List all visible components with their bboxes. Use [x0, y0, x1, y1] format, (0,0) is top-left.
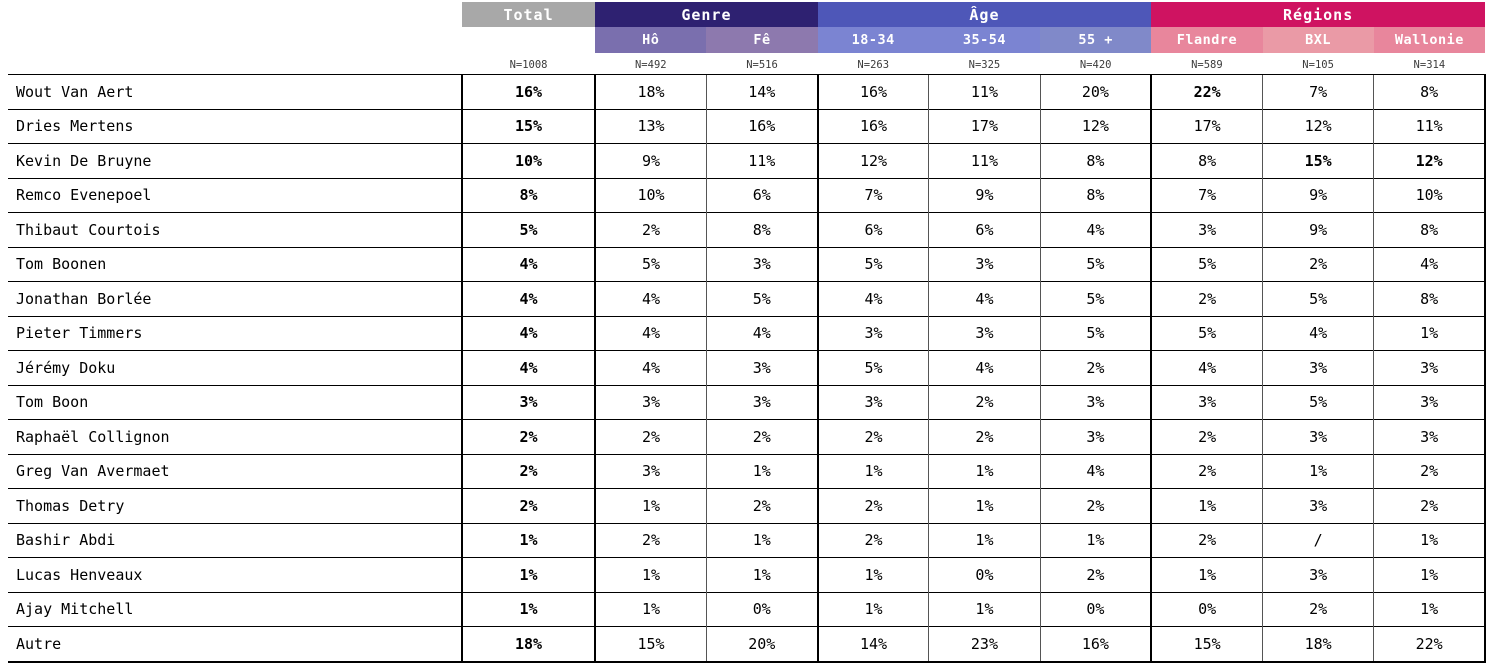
cell-value: 12%: [1040, 109, 1151, 144]
cell-value: 4%: [595, 282, 706, 317]
sample-size-blank: [8, 53, 462, 75]
cell-value: 18%: [1263, 627, 1374, 662]
cell-value: 2%: [1040, 489, 1151, 524]
cell-value: 4%: [462, 247, 595, 282]
cell-value: 4%: [929, 282, 1040, 317]
column-header-wallonie: Wallonie: [1374, 27, 1485, 53]
subheader-blank: [8, 27, 462, 53]
row-label: Lucas Henveaux: [8, 558, 462, 593]
cell-value: 5%: [1151, 247, 1262, 282]
table-row: [8, 420, 1485, 455]
cell-value: 2%: [595, 420, 706, 455]
cell-value: 5%: [1263, 282, 1374, 317]
cell-value: 1%: [706, 523, 817, 558]
poll-results-table: [8, 2, 1486, 663]
row-label: Raphaël Collignon: [8, 420, 462, 455]
column-header-3554: 35-54: [929, 27, 1040, 53]
cell-value: 1%: [462, 592, 595, 627]
cell-value: 1%: [1374, 523, 1485, 558]
cell-value: 5%: [1040, 247, 1151, 282]
cell-value: 3%: [1374, 385, 1485, 420]
cell-value: 2%: [706, 420, 817, 455]
row-label: Kevin De Bruyne: [8, 144, 462, 179]
column-header-bxl: BXL: [1263, 27, 1374, 53]
cell-value: 15%: [1263, 144, 1374, 179]
cell-value: 3%: [1263, 489, 1374, 524]
sample-size-value: N=263: [818, 53, 929, 75]
cell-value: 1%: [706, 454, 817, 489]
cell-value: 2%: [818, 420, 929, 455]
cell-value: 2%: [462, 420, 595, 455]
table-row: [8, 523, 1485, 558]
cell-value: 3%: [1374, 351, 1485, 386]
row-label: Thibaut Courtois: [8, 213, 462, 248]
cell-value: 16%: [1040, 627, 1151, 662]
cell-value: 15%: [1151, 627, 1262, 662]
cell-value: 3%: [706, 385, 817, 420]
cell-value: 4%: [1040, 213, 1151, 248]
cell-value: 5%: [818, 351, 929, 386]
cell-value: 12%: [818, 144, 929, 179]
sample-size-value: N=105: [1263, 53, 1374, 75]
table-row: [8, 627, 1485, 662]
cell-value: 2%: [929, 420, 1040, 455]
cell-value: 1%: [462, 523, 595, 558]
cell-value: 2%: [1374, 489, 1485, 524]
sample-size-value: N=516: [706, 53, 817, 75]
sample-size-value: N=492: [595, 53, 706, 75]
cell-value: 3%: [1263, 351, 1374, 386]
cell-value: 5%: [818, 247, 929, 282]
table-row: [8, 592, 1485, 627]
cell-value: 4%: [1374, 247, 1485, 282]
table-row: [8, 282, 1485, 317]
cell-value: 4%: [595, 351, 706, 386]
sample-size-value: N=325: [929, 53, 1040, 75]
cell-value: 2%: [1151, 523, 1262, 558]
cell-value: 4%: [462, 282, 595, 317]
cell-value: 23%: [929, 627, 1040, 662]
cell-value: 3%: [818, 385, 929, 420]
column-group-total: Total: [462, 2, 595, 27]
cell-value: 11%: [1374, 109, 1485, 144]
cell-value: 3%: [1263, 420, 1374, 455]
row-label: Autre: [8, 627, 462, 662]
cell-value: 8%: [1374, 213, 1485, 248]
cell-value: 16%: [462, 75, 595, 110]
cell-value: 3%: [1151, 213, 1262, 248]
cell-value: 12%: [1374, 144, 1485, 179]
column-group-genre: Genre: [595, 2, 817, 27]
cell-value: 10%: [1374, 178, 1485, 213]
cell-value: 8%: [1040, 178, 1151, 213]
cell-value: 5%: [1263, 385, 1374, 420]
cell-value: 1%: [595, 489, 706, 524]
column-subheader-row: [8, 27, 1485, 53]
cell-value: 7%: [1151, 178, 1262, 213]
row-label: Bashir Abdi: [8, 523, 462, 558]
cell-value: 16%: [818, 75, 929, 110]
cell-value: 2%: [818, 489, 929, 524]
cell-value: 2%: [818, 523, 929, 558]
column-header-1834: 18-34: [818, 27, 929, 53]
table-row: [8, 109, 1485, 144]
row-label: Thomas Detry: [8, 489, 462, 524]
cell-value: 3%: [462, 385, 595, 420]
cell-value: 1%: [462, 558, 595, 593]
cell-value: 17%: [929, 109, 1040, 144]
table-row: [8, 144, 1485, 179]
cell-value: 6%: [929, 213, 1040, 248]
cell-value: 2%: [1151, 282, 1262, 317]
cell-value: 2%: [595, 523, 706, 558]
cell-value: 5%: [706, 282, 817, 317]
cell-value: 6%: [706, 178, 817, 213]
cell-value: 3%: [1263, 558, 1374, 593]
cell-value: 3%: [1151, 385, 1262, 420]
column-header-55+: 55 +: [1040, 27, 1151, 53]
cell-value: 1%: [929, 489, 1040, 524]
column-header-f: Fê: [706, 27, 817, 53]
cell-value: 7%: [1263, 75, 1374, 110]
cell-value: 0%: [1040, 592, 1151, 627]
cell-value: 4%: [1040, 454, 1151, 489]
cell-value: 1%: [706, 558, 817, 593]
cell-value: 18%: [462, 627, 595, 662]
cell-value: 2%: [1374, 454, 1485, 489]
cell-value: 5%: [1040, 282, 1151, 317]
table-row: [8, 385, 1485, 420]
cell-value: 3%: [1374, 420, 1485, 455]
row-label: Jérémy Doku: [8, 351, 462, 386]
column-group-header-row: [8, 2, 1485, 27]
cell-value: 4%: [818, 282, 929, 317]
cell-value: 3%: [706, 247, 817, 282]
cell-value: 1%: [595, 558, 706, 593]
column-group-rgions: Régions: [1151, 2, 1485, 27]
cell-value: 2%: [706, 489, 817, 524]
cell-value: 1%: [595, 592, 706, 627]
cell-value: 1%: [1151, 489, 1262, 524]
row-label: Tom Boonen: [8, 247, 462, 282]
cell-value: 2%: [929, 385, 1040, 420]
sample-size-value: N=420: [1040, 53, 1151, 75]
cell-value: 4%: [595, 316, 706, 351]
column-header-total: [462, 27, 595, 53]
cell-value: 8%: [706, 213, 817, 248]
cell-value: 9%: [595, 144, 706, 179]
row-label: Greg Van Avermaet: [8, 454, 462, 489]
cell-value: 8%: [1151, 144, 1262, 179]
row-label: Ajay Mitchell: [8, 592, 462, 627]
cell-value: 1%: [1374, 558, 1485, 593]
cell-value: 9%: [929, 178, 1040, 213]
cell-value: 16%: [706, 109, 817, 144]
cell-value: 6%: [818, 213, 929, 248]
row-label: Dries Mertens: [8, 109, 462, 144]
cell-value: 4%: [706, 316, 817, 351]
group-header-blank: [8, 2, 462, 27]
cell-value: 11%: [929, 75, 1040, 110]
sample-size-value: N=589: [1151, 53, 1262, 75]
cell-value: 9%: [1263, 213, 1374, 248]
cell-value: 4%: [462, 351, 595, 386]
sample-size-row: [8, 53, 1485, 75]
cell-value: 8%: [1374, 75, 1485, 110]
cell-value: 13%: [595, 109, 706, 144]
row-label: Pieter Timmers: [8, 316, 462, 351]
cell-value: 2%: [1263, 247, 1374, 282]
table-row: [8, 75, 1485, 110]
cell-value: 5%: [1040, 316, 1151, 351]
cell-value: 1%: [1263, 454, 1374, 489]
cell-value: 1%: [1040, 523, 1151, 558]
cell-value: 18%: [595, 75, 706, 110]
cell-value: 15%: [595, 627, 706, 662]
cell-value: 2%: [1151, 420, 1262, 455]
column-group-ge: Âge: [818, 2, 1152, 27]
cell-value: 3%: [595, 385, 706, 420]
cell-value: 0%: [929, 558, 1040, 593]
cell-value: 3%: [706, 351, 817, 386]
cell-value: 10%: [595, 178, 706, 213]
row-label: Wout Van Aert: [8, 75, 462, 110]
cell-value: 1%: [818, 558, 929, 593]
cell-value: 1%: [818, 592, 929, 627]
cell-value: 2%: [595, 213, 706, 248]
cell-value: 5%: [595, 247, 706, 282]
cell-value: 5%: [1151, 316, 1262, 351]
cell-value: 10%: [462, 144, 595, 179]
cell-value: 8%: [1040, 144, 1151, 179]
cell-value: 4%: [929, 351, 1040, 386]
cell-value: 7%: [818, 178, 929, 213]
cell-value: 0%: [1151, 592, 1262, 627]
cell-value: 3%: [818, 316, 929, 351]
row-label: Jonathan Borlée: [8, 282, 462, 317]
cell-value: 20%: [706, 627, 817, 662]
row-label: Tom Boon: [8, 385, 462, 420]
cell-value: 4%: [1151, 351, 1262, 386]
cell-value: 4%: [462, 316, 595, 351]
cell-value: 1%: [1151, 558, 1262, 593]
cell-value: 12%: [1263, 109, 1374, 144]
cell-value: 8%: [1374, 282, 1485, 317]
cell-value: 1%: [929, 454, 1040, 489]
cell-value: 11%: [706, 144, 817, 179]
cell-value: 22%: [1151, 75, 1262, 110]
cell-value: 1%: [929, 523, 1040, 558]
cell-value: 2%: [1040, 351, 1151, 386]
cell-value: /: [1263, 523, 1374, 558]
table-row: [8, 316, 1485, 351]
cell-value: 16%: [818, 109, 929, 144]
cell-value: 3%: [929, 316, 1040, 351]
cell-value: 0%: [706, 592, 817, 627]
cell-value: 1%: [818, 454, 929, 489]
cell-value: 3%: [1040, 385, 1151, 420]
cell-value: 11%: [929, 144, 1040, 179]
cell-value: 22%: [1374, 627, 1485, 662]
sample-size-value: N=1008: [462, 53, 595, 75]
table-row: [8, 558, 1485, 593]
cell-value: 8%: [462, 178, 595, 213]
cell-value: 9%: [1263, 178, 1374, 213]
cell-value: 15%: [462, 109, 595, 144]
sample-size-value: N=314: [1374, 53, 1485, 75]
cell-value: 2%: [1263, 592, 1374, 627]
cell-value: 1%: [1374, 592, 1485, 627]
column-header-h: Hô: [595, 27, 706, 53]
cell-value: 2%: [462, 454, 595, 489]
cell-value: 14%: [706, 75, 817, 110]
table-row: [8, 351, 1485, 386]
cell-value: 2%: [1040, 558, 1151, 593]
cell-value: 14%: [818, 627, 929, 662]
table-row: [8, 454, 1485, 489]
poll-table-container: [0, 2, 1500, 653]
cell-value: 3%: [595, 454, 706, 489]
cell-value: 1%: [1374, 316, 1485, 351]
cell-value: 17%: [1151, 109, 1262, 144]
cell-value: 2%: [462, 489, 595, 524]
table-row: [8, 213, 1485, 248]
cell-value: 5%: [462, 213, 595, 248]
cell-value: 3%: [1040, 420, 1151, 455]
cell-value: 3%: [929, 247, 1040, 282]
cell-value: 2%: [1151, 454, 1262, 489]
cell-value: 1%: [929, 592, 1040, 627]
cell-value: 20%: [1040, 75, 1151, 110]
cell-value: 4%: [1263, 316, 1374, 351]
column-header-flandre: Flandre: [1151, 27, 1262, 53]
table-row: [8, 178, 1485, 213]
table-row: [8, 489, 1485, 524]
table-row: [8, 247, 1485, 282]
row-label: Remco Evenepoel: [8, 178, 462, 213]
